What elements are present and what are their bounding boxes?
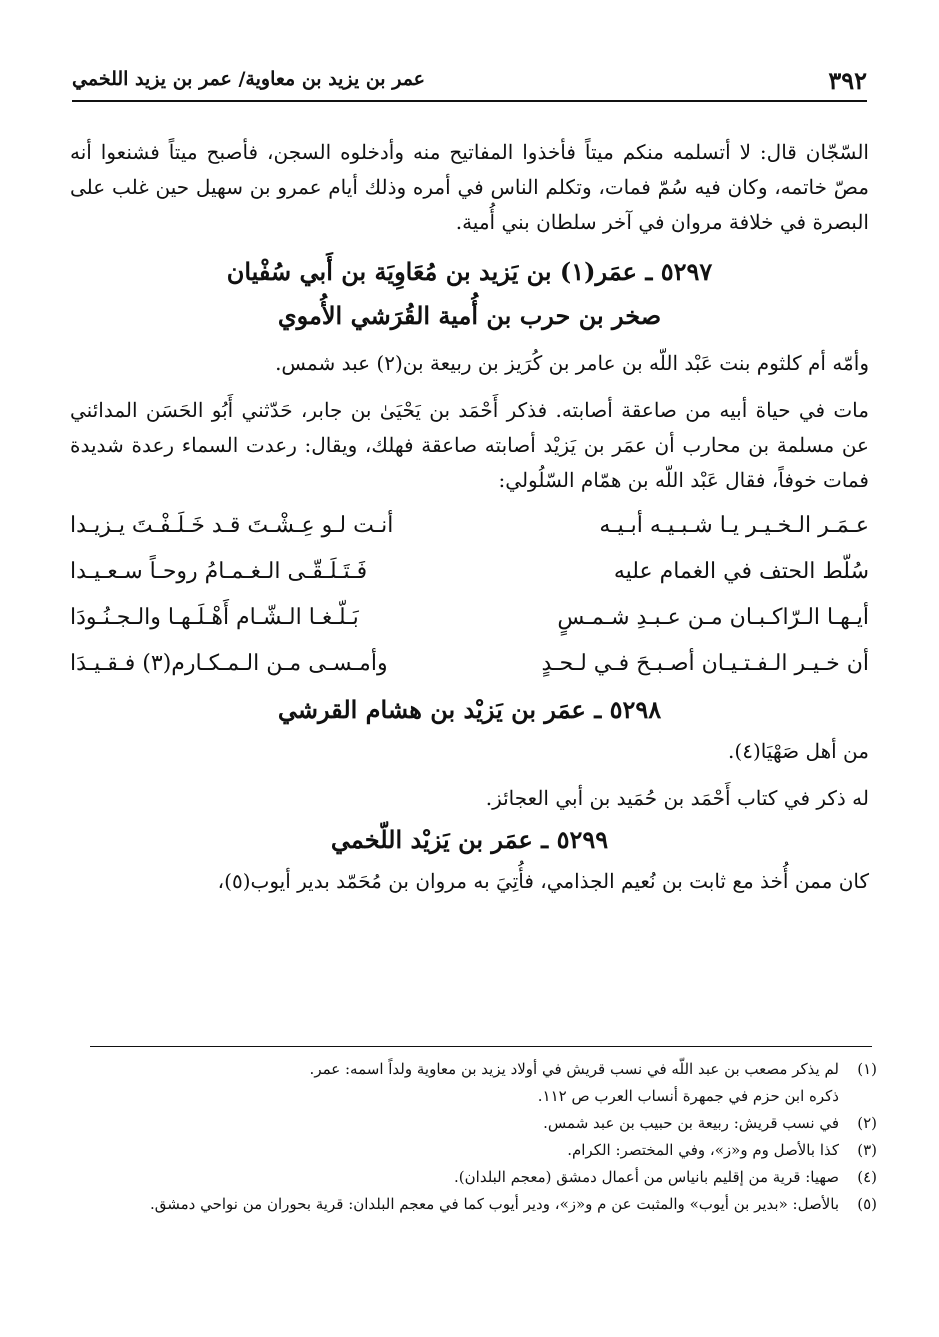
footnote [76, 1056, 877, 1083]
footnote-number: (٥) [857, 1195, 877, 1213]
running-header [72, 62, 867, 102]
footnote [76, 1137, 877, 1164]
header-rule [72, 100, 867, 102]
poem-verse [70, 640, 869, 686]
paragraph: من أهل صَهْيَا(٤). [728, 739, 869, 763]
footnote-number: (٣) [857, 1141, 877, 1159]
footnote-text: صهيا: قرية من إقليم بانياس من أعمال دمشق (معجم البلدان). [454, 1168, 839, 1186]
entry-heading-5298: ٥٢٩٨ ـ عمَر بن يَزيْد بن هشام القرشي [277, 695, 662, 724]
entry-heading-5299: ٥٢٩٩ ـ عمَر بن يَزيْد اللّخمي [330, 825, 609, 854]
footnote [76, 1110, 877, 1137]
verse-first-half: أيـهـا الـرّاكـبـان مـن عـبـدِ شـمـسٍ [557, 604, 869, 630]
running-title: عمر بن يزيد بن معاوية/ عمر بن يزيد اللخمي [72, 68, 426, 90]
footnote-text: بالأصل: «بدير بن أيوب» والمثبت عن م و«ز»، ودير أيوب كما في معجم البلدان: قرية بحوران من نواحي دمشق. [149, 1195, 839, 1213]
paragraph: وأمّه أم كلثوم بنت عَبْد اللّه بن عامر بن كُرَيز بن ربيعة بن(٢) عبد شمس. [275, 351, 869, 375]
footnote-text: في نسب قريش: ربيعة بن حبيب بن عبد شمس. [543, 1114, 839, 1132]
paragraph: كان ممن أُخذ مع ثابت بن نُعيم الجذامي، فأُتِيَ به مروان بن مُحَمّد بدير أيوب(٥)، [217, 869, 869, 893]
poem-verse [70, 594, 869, 640]
verse-first-half: عـمَـر الـخـيـر يـا شـبـيـه أبـيـه [599, 512, 869, 538]
verse-first-half: سُلّط الحتف في الغمام عليه [613, 558, 869, 584]
paragraph: مات في حياة أبيه من صاعقة أصابته. فذكر أَحْمَد بن يَحْيَىٰ بن جابر، حَدّثني أَبُو الحَسَن المدائني عن مسلمة بن محارب أن عمَر بن يَزيْد أصابته صاعقة فهلك، ويقال: رعدت السماء رعدة شديدة فمات خوفاً، فقال عَبْد اللّه بن همّام السّلُولي: [70, 398, 869, 492]
poem-verse [70, 502, 869, 548]
main-text [70, 135, 869, 899]
poem-verse [70, 548, 869, 594]
page-number: ٣٩٢ [828, 66, 867, 95]
footnote [76, 1164, 877, 1191]
entry-heading-5297: ٥٢٩٧ ـ عمَر(١) بن يَزيد بن مُعَاوِيَة بن أَبي سُفْيان [226, 257, 713, 286]
verse-second-half: فَـتَـلَـقّـى الـغـمـامُ روحـاً سـعـيـدا [70, 558, 368, 584]
footnote-number: (١) [857, 1060, 877, 1078]
footnote-separator [90, 1046, 872, 1047]
verse-second-half: أنـت لـو عِـشْـتَ قـد خَـلَـفْـتَ يـزيـدا [70, 512, 394, 538]
footnote-text: كذا بالأصل وم و«ز»، وفي المختصر: الكرام. [567, 1141, 839, 1159]
paragraph: له ذكر في كتاب أَحْمَد بن حُمَيد بن أبي العجائز. [485, 786, 869, 810]
footnote-number [839, 1083, 877, 1110]
entry-subheading-5297: صخر بن حرب بن أُمية القُرَشي الأُموي [277, 301, 662, 330]
footnote-text: ذكره ابن حزم في جمهرة أنساب العرب ص ١١٢. [537, 1087, 839, 1105]
footnote [76, 1083, 877, 1110]
footnote-text: لم يذكر مصعب بن عبد اللّه في نسب قريش في أولاد يزيد بن معاوية ولداً اسمه: عمر. [309, 1060, 839, 1078]
footnote [76, 1191, 877, 1218]
verse-second-half: وأمـسـى مـن الـمـكـارم(٣) فـقـيـدَا [70, 650, 388, 676]
verse-first-half: أن خـيـر الـفـتـيـان أصـبـحَ فـي لـحـدٍ [541, 650, 869, 676]
verse-second-half: بَـلّـغـا الـشّـام أَهْـلَـهـا والـجـنُـودَا [70, 604, 359, 630]
footnotes [76, 1056, 877, 1218]
footnote-number: (٤) [857, 1168, 877, 1186]
poem [70, 502, 869, 686]
footnote-number: (٢) [857, 1114, 877, 1132]
paragraph: السّجّان قال: لا أتسلمه منكم ميتاً فأخذوا المفاتيح منه وأدخلوه السجن، فأصبح ميتاً فشنعوا أنه مصّ خاتمه، وكان فيه سُمّ فمات، وتكلم الناس في أمره وذلك أيام عمرو بن سهيل حين غلب على البصرة في خلافة مروان في آخر سلطان بني أُمية. [70, 140, 869, 234]
